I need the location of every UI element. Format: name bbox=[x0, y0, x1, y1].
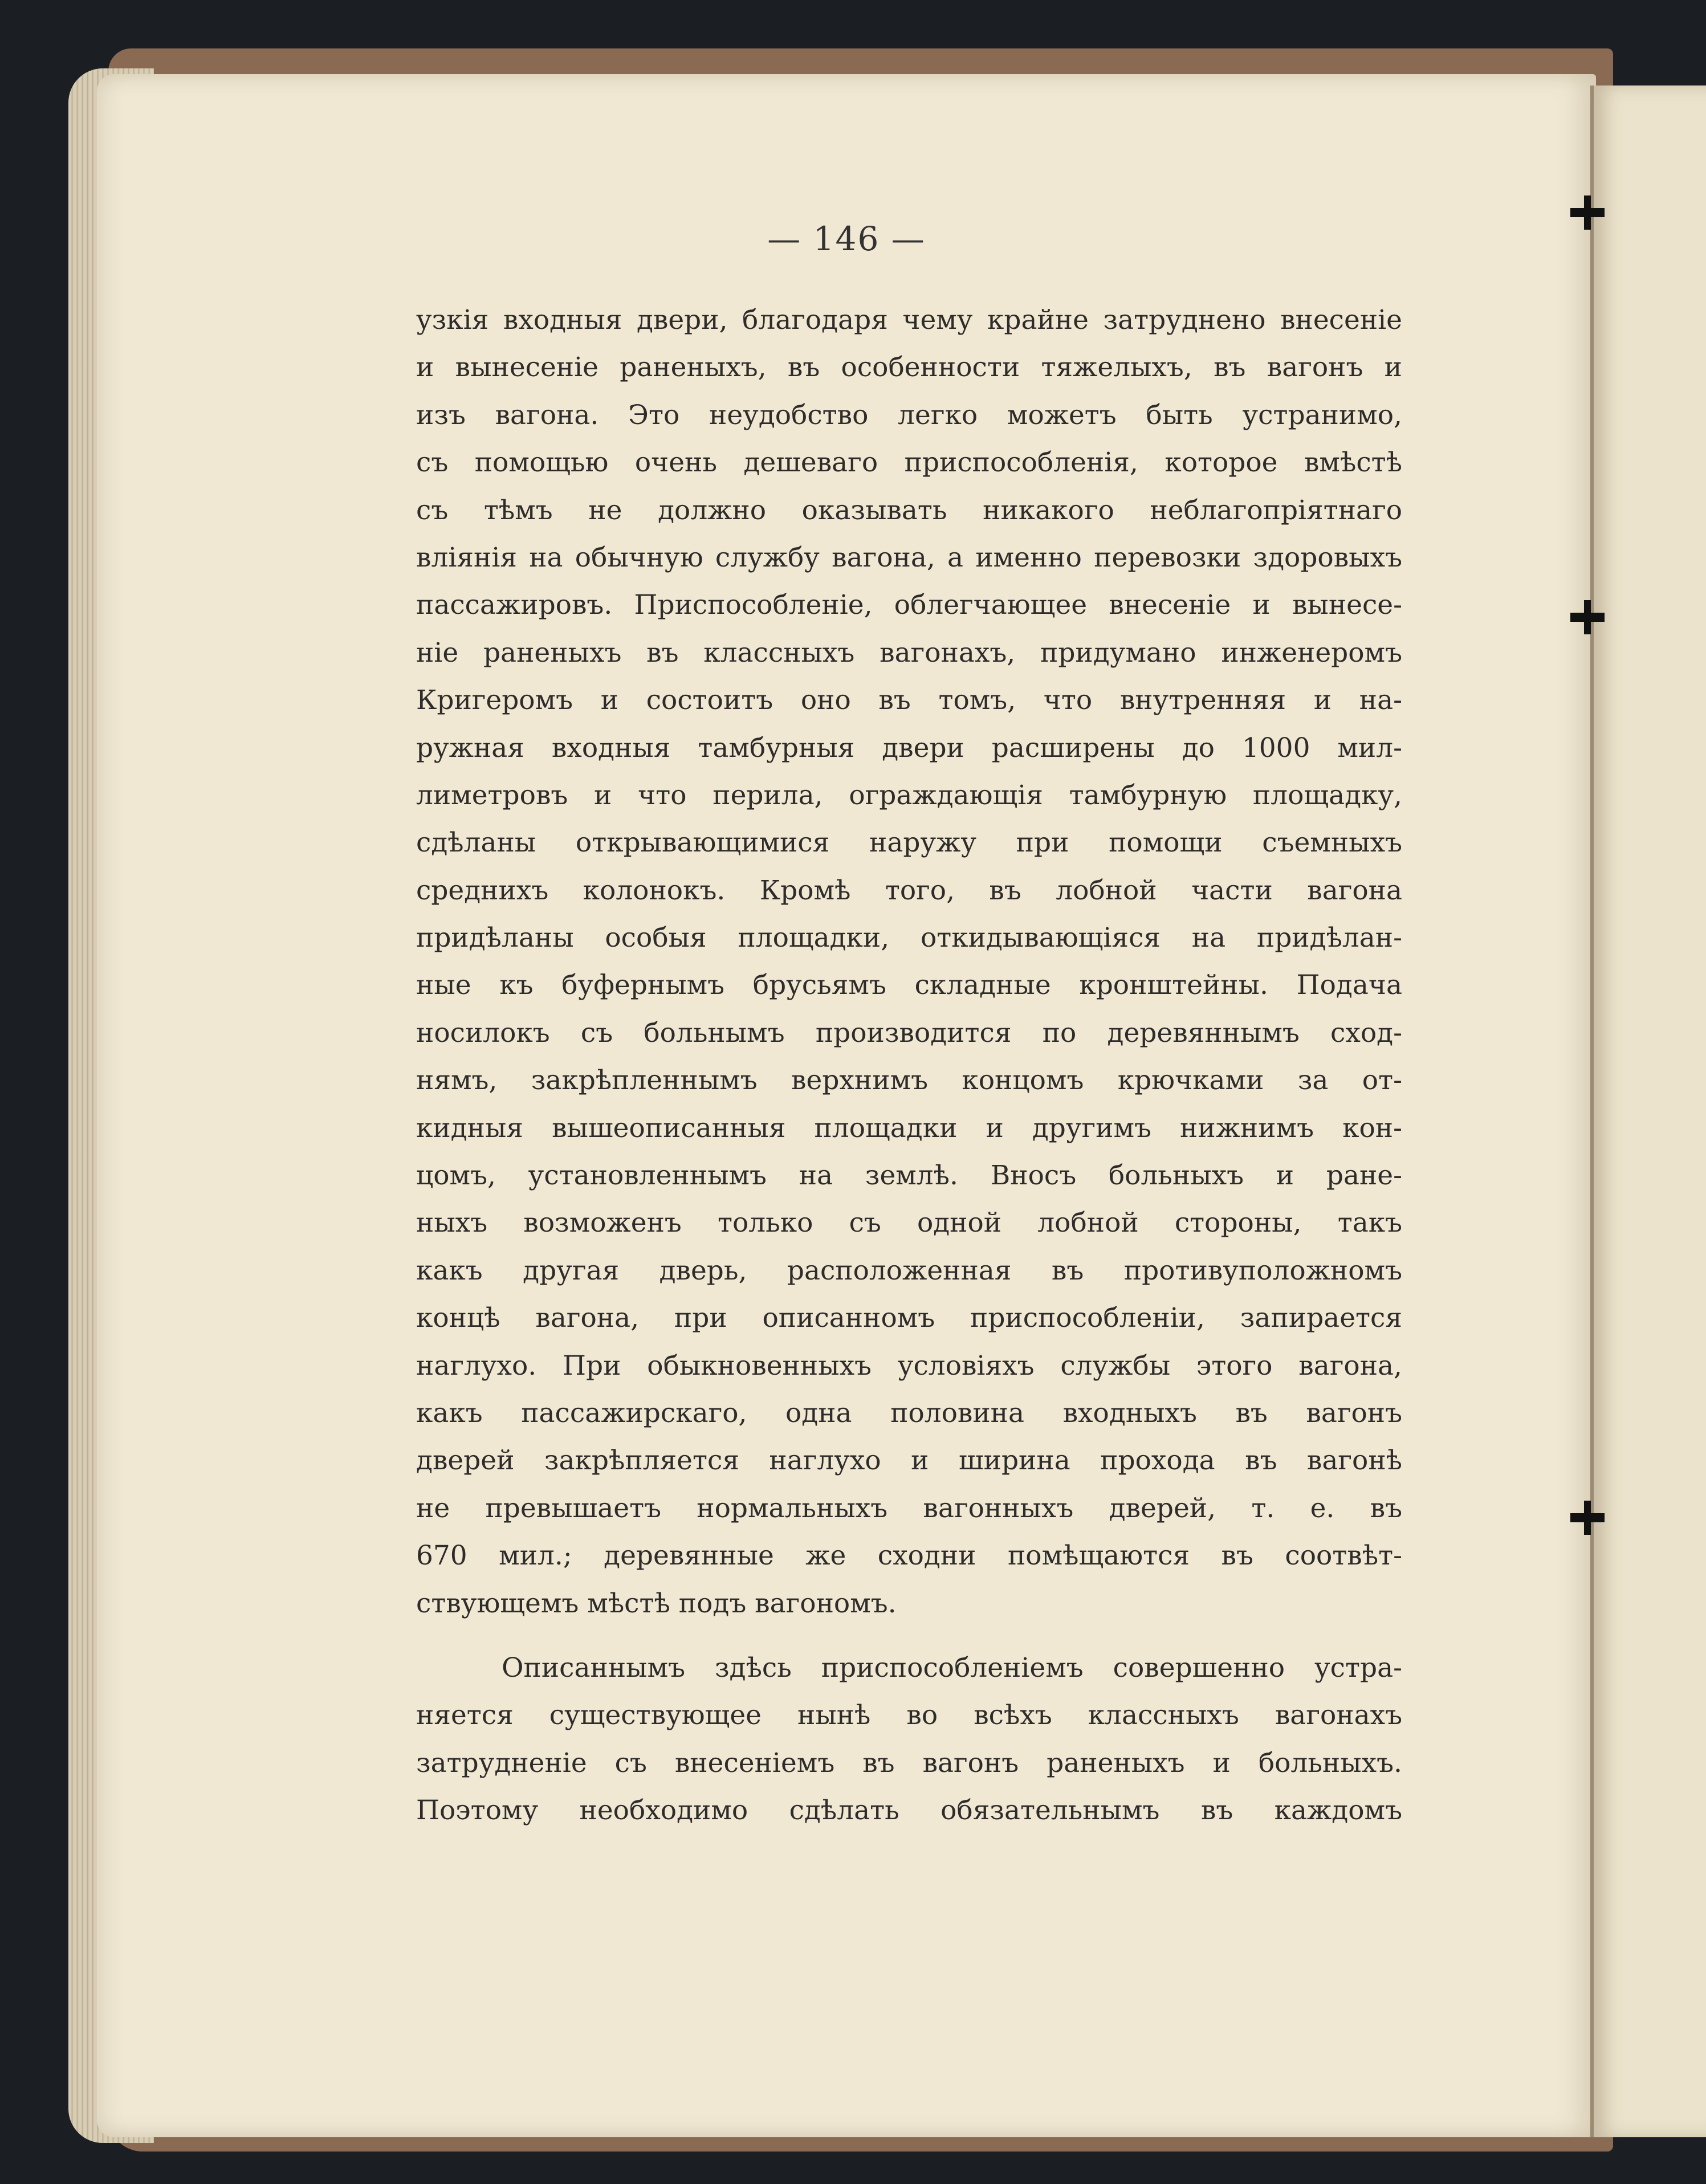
text-line: 670 мил.; деревянные же сходни помѣщаются въ соотвѣт- bbox=[416, 1540, 1402, 1572]
text-line: Описаннымъ здѣсь приспособленіемъ совершенно устра- bbox=[502, 1652, 1402, 1684]
text-line: какъ другая дверь, расположенная въ противуположномъ bbox=[416, 1254, 1402, 1286]
text-line: затрудненіе съ внесеніемъ въ вагонъ раненыхъ и больныхъ. bbox=[416, 1747, 1402, 1779]
text-line: няется существующее нынѣ во всѣхъ классныхъ вагонахъ bbox=[416, 1700, 1402, 1731]
clip-icon bbox=[1570, 613, 1605, 622]
text-line: придѣланы особыя площадки, откидывающіяся на придѣлан- bbox=[416, 922, 1402, 954]
page-number: — 146 — bbox=[767, 219, 926, 258]
text-line: узкія входныя двери, благодаря чему крайне затруднено внесеніе bbox=[416, 304, 1402, 336]
text-line: ружная входныя тамбурныя двери расширены до 1000 мил- bbox=[416, 732, 1402, 764]
text-line: дверей закрѣпляется наглухо и ширина прохода въ вагонѣ bbox=[416, 1445, 1402, 1477]
text-line: съ тѣмъ не должно оказывать никакого неблагопріятнаго bbox=[416, 494, 1402, 526]
text-line: сдѣланы открывающимися наружу при помощи съемныхъ bbox=[416, 827, 1402, 859]
text-line: Поэтому необходимо сдѣлать обязательнымъ въ каждомъ bbox=[416, 1795, 1402, 1827]
next-page-edge bbox=[1590, 85, 1706, 2137]
clip-icon bbox=[1570, 1513, 1605, 1522]
text-line: наглухо. При обыкновенныхъ условіяхъ службы этого вагона, bbox=[416, 1350, 1402, 1382]
text-line: съ помощью очень дешеваго приспособленія, которое вмѣстѣ bbox=[416, 447, 1402, 479]
clip-icon bbox=[1570, 208, 1605, 217]
text-line: ныхъ возможенъ только съ одной лобной стороны, такъ bbox=[416, 1207, 1402, 1239]
text-line: кидныя вышеописанныя площадки и другимъ нижнимъ кон- bbox=[416, 1112, 1402, 1144]
text-line: концѣ вагона, при описанномъ приспособленіи, запирается bbox=[416, 1302, 1402, 1334]
text-line: и вынесеніе раненыхъ, въ особенности тяжелыхъ, въ вагонъ и bbox=[416, 352, 1402, 384]
text-line: Кригеромъ и состоитъ оно въ томъ, что внутренняя и на- bbox=[416, 684, 1402, 716]
text-line: какъ пассажирскаго, одна половина входныхъ въ вагонъ bbox=[416, 1397, 1402, 1429]
text-line: вліянія на обычную службу вагона, а именно перевозки здоровыхъ bbox=[416, 541, 1402, 573]
text-line: лиметровъ и что перила, ограждающія тамбурную площадку, bbox=[416, 779, 1402, 811]
text-line: не превышаетъ нормальныхъ вагонныхъ дверей, т. е. въ bbox=[416, 1492, 1402, 1524]
text-line: носилокъ съ больнымъ производится по деревяннымъ сход- bbox=[416, 1017, 1402, 1049]
text-line: пассажировъ. Приспособленіе, облегчающее внесеніе и вынесе- bbox=[416, 589, 1402, 621]
text-line: ные къ буфернымъ брусьямъ складные кронштейны. Подача bbox=[416, 969, 1402, 1001]
text-line: ствующемъ мѣстѣ подъ вагономъ. bbox=[416, 1587, 897, 1619]
text-line: цомъ, установленнымъ на землѣ. Вносъ больныхъ и ране- bbox=[416, 1160, 1402, 1192]
body-text bbox=[416, 296, 1402, 1835]
text-line: нямъ, закрѣпленнымъ верхнимъ концомъ крючками за от- bbox=[416, 1065, 1402, 1097]
text-line: ніе раненыхъ въ классныхъ вагонахъ, придумано инженеромъ bbox=[416, 637, 1402, 669]
text-line: среднихъ колонокъ. Кромѣ того, въ лобной части вагона bbox=[416, 874, 1402, 906]
text-line: изъ вагона. Это неудобство легко можетъ быть устранимо, bbox=[416, 399, 1402, 431]
